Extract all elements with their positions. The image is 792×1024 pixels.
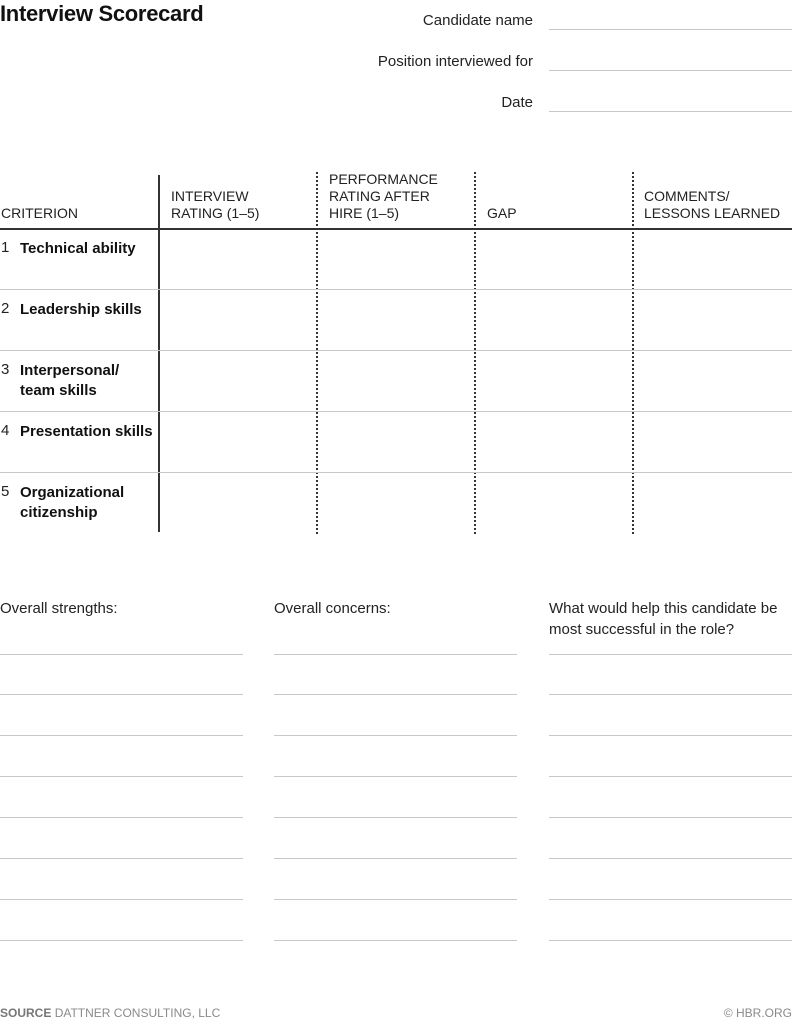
comments-cell[interactable] [634,229,792,289]
interview-rating-cell[interactable] [160,229,316,289]
gap-cell[interactable] [476,290,632,350]
table-row [0,229,792,290]
header-line: PERFORMANCE [329,171,438,187]
overall-concerns-section [274,598,518,619]
date-input-line[interactable] [549,111,792,112]
candidate-name-field[interactable] [340,6,792,30]
row-criterion: Interpersonal/ team skills [20,362,120,399]
row-number: 2 [1,300,10,317]
performance-rating-cell[interactable] [318,229,474,289]
writing-line[interactable] [274,817,517,818]
writing-line[interactable] [0,817,243,818]
comments-cell[interactable] [634,473,792,533]
row-criterion: Technical ability [20,240,136,257]
performance-rating-cell[interactable] [318,473,474,533]
source-label: SOURCE [0,1006,52,1020]
gap-cell[interactable] [476,229,632,289]
candidate-name-label: Candidate name [422,12,533,29]
date-field[interactable] [340,88,792,112]
writing-line[interactable] [549,817,792,818]
writing-line[interactable] [0,858,243,859]
writing-line[interactable] [0,735,243,736]
row-number: 3 [1,361,10,378]
table-row [0,473,792,534]
performance-rating-cell[interactable] [318,351,474,411]
header-performance-rating [329,171,438,222]
overall-concerns-label: Overall concerns: [274,600,391,617]
writing-line[interactable] [0,776,243,777]
interview-rating-cell[interactable] [160,473,316,533]
writing-line[interactable] [549,654,792,655]
interview-rating-cell[interactable] [160,290,316,350]
header-line: RATING (1–5) [171,205,260,221]
row-number: 4 [1,422,10,439]
row-criterion: Presentation skills [20,423,153,440]
header-line: INTERVIEW [171,188,249,204]
overall-strengths-section [0,598,244,619]
comments-cell[interactable] [634,412,792,472]
writing-line[interactable] [549,858,792,859]
row-criterion: Organizational citizenship [20,484,125,521]
table-row [0,290,792,351]
gap-cell[interactable] [476,351,632,411]
performance-rating-cell[interactable] [318,290,474,350]
success-help-label: What would help this candidate be most successful in the role? [549,600,778,638]
page-title: Interview Scorecard [0,1,204,26]
header-comments [644,188,780,222]
writing-line[interactable] [274,654,517,655]
writing-line[interactable] [549,776,792,777]
position-input-line[interactable] [549,70,792,71]
writing-line[interactable] [274,940,517,941]
table-row [0,412,792,473]
source-text: DATTNER CONSULTING, LLC [54,1006,221,1020]
table-row [0,351,792,412]
writing-line[interactable] [274,776,517,777]
comments-cell[interactable] [634,351,792,411]
header-line: COMMENTS/ [644,188,730,204]
performance-rating-cell[interactable] [318,412,474,472]
writing-line[interactable] [549,899,792,900]
writing-line[interactable] [549,694,792,695]
gap-cell[interactable] [476,412,632,472]
position-label: Position interviewed for [377,53,533,70]
row-number: 5 [1,483,10,500]
comments-cell[interactable] [634,290,792,350]
gap-cell[interactable] [476,473,632,533]
interview-rating-cell[interactable] [160,351,316,411]
copyright: © HBR.ORG [723,1006,792,1020]
writing-line[interactable] [0,654,243,655]
row-number: 1 [1,239,10,256]
date-label: Date [501,94,533,111]
row-criterion: Leadership skills [20,301,142,318]
header-interview-rating [171,188,259,222]
interview-rating-cell[interactable] [160,412,316,472]
header-gap: GAP [487,205,517,221]
writing-line[interactable] [549,735,792,736]
success-help-section [549,598,792,640]
position-field[interactable] [340,47,792,71]
writing-line[interactable] [274,735,517,736]
writing-line[interactable] [274,694,517,695]
writing-line[interactable] [274,899,517,900]
writing-line[interactable] [0,940,243,941]
source-credit [0,1006,220,1020]
writing-line[interactable] [0,694,243,695]
header-criterion: CRITERION [1,205,78,221]
overall-strengths-label: Overall strengths: [0,600,118,617]
header-line: HIRE (1–5) [329,205,400,221]
writing-line[interactable] [274,858,517,859]
candidate-name-input-line[interactable] [549,29,792,30]
header-line: LESSONS LEARNED [644,205,781,221]
writing-line[interactable] [549,940,792,941]
writing-line[interactable] [0,899,243,900]
header-line: RATING AFTER [329,188,430,204]
